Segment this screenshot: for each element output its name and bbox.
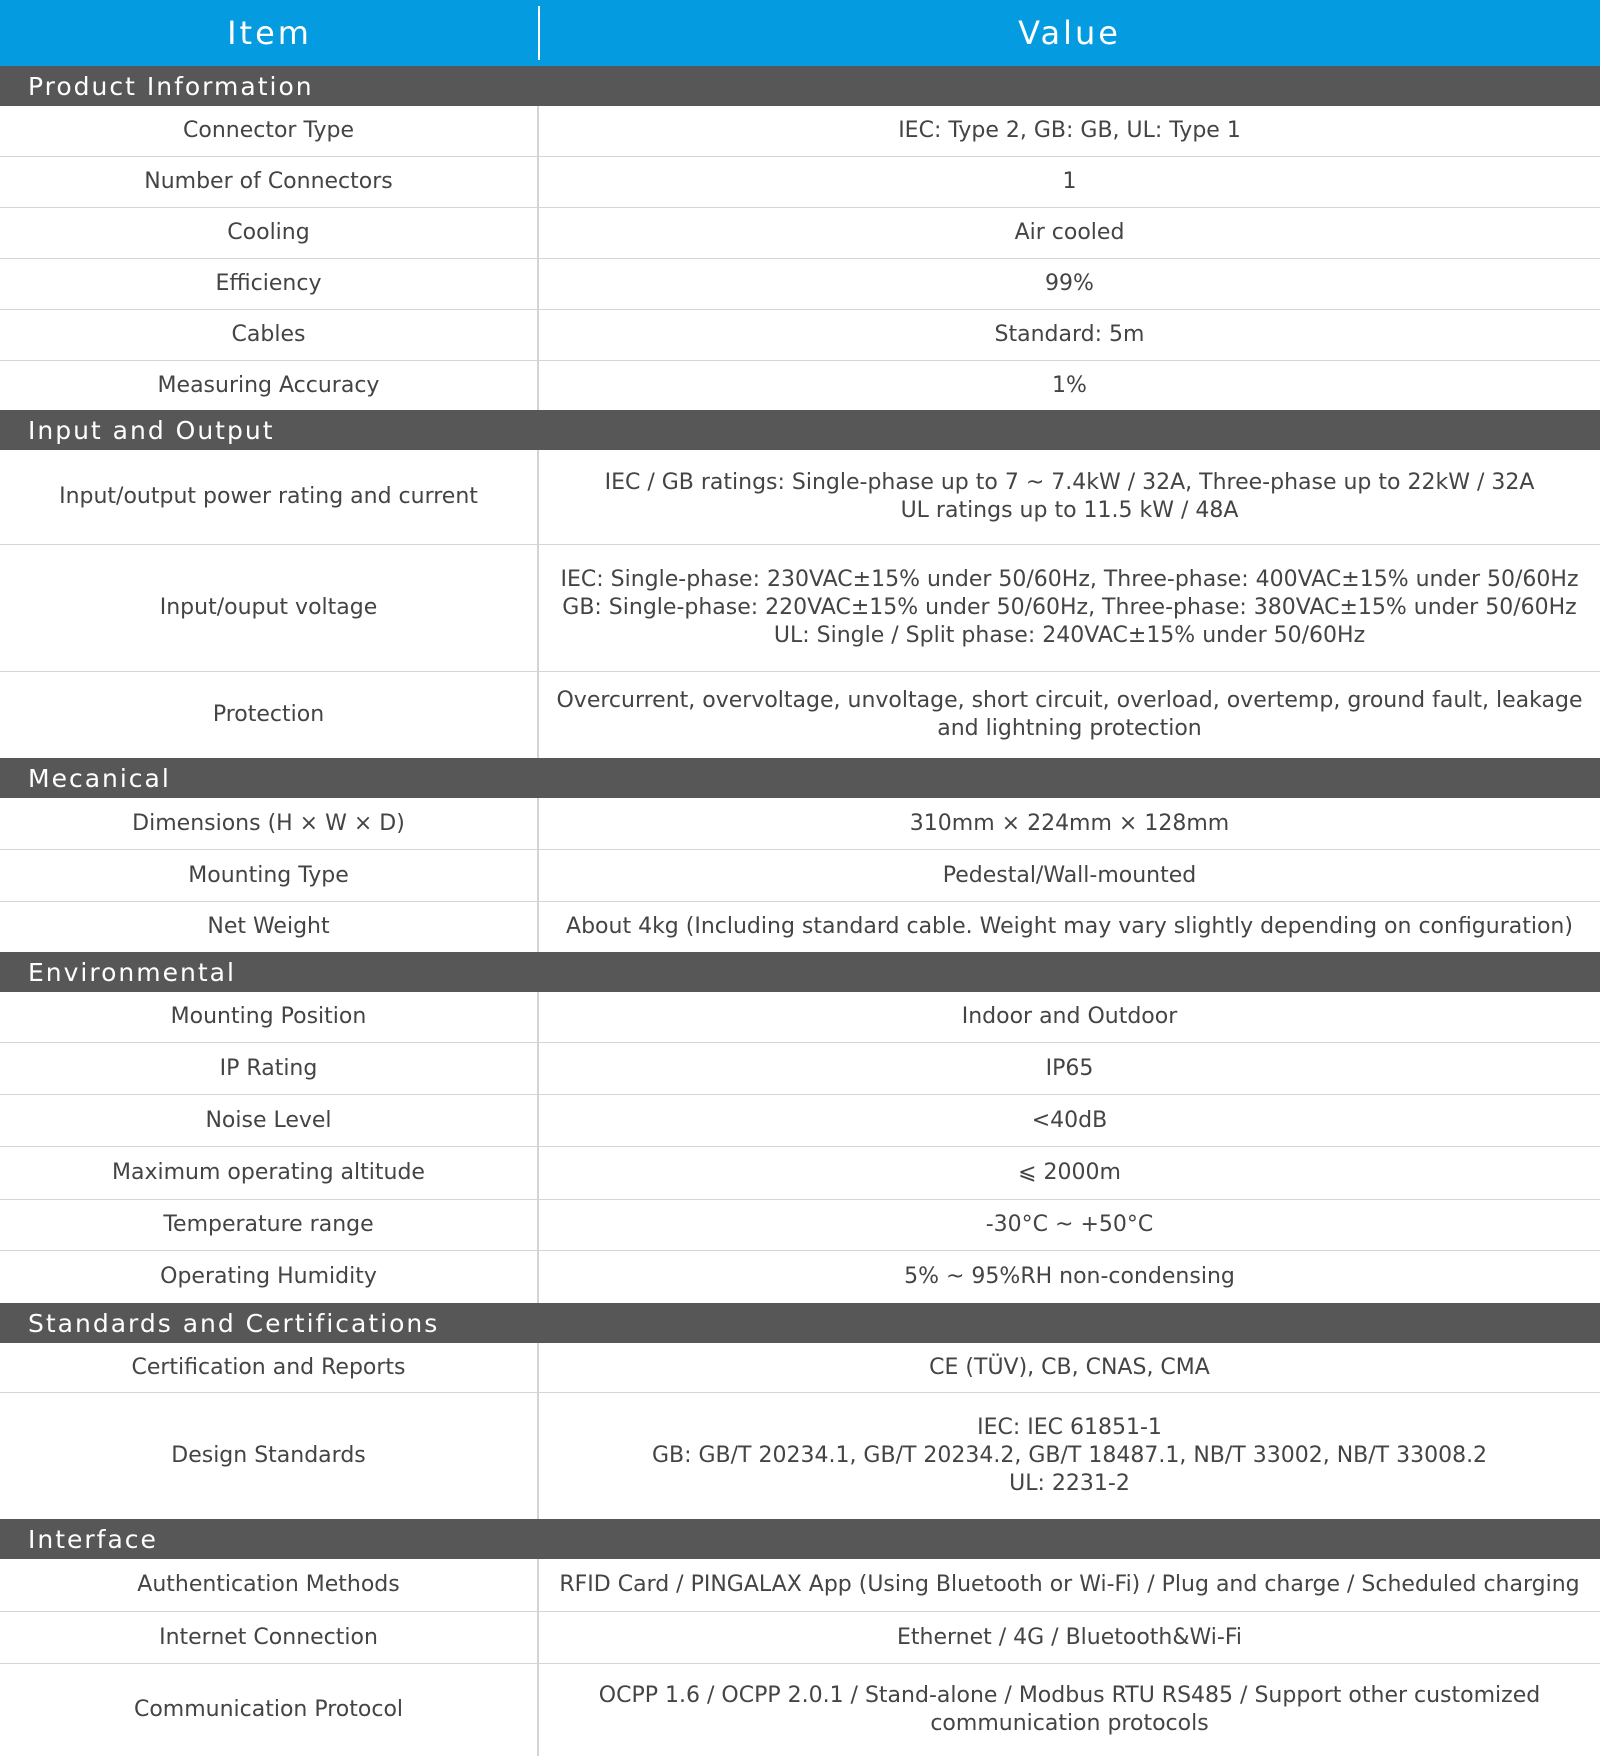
table-row <box>0 1559 1600 1612</box>
table-row <box>0 1147 1600 1200</box>
table-row <box>0 361 1600 410</box>
value-line: IEC: Single-phase: 230VAC±15% under 50/60Hz, Three-phase: 400VAC±15% under 50/60Hz <box>560 567 1579 592</box>
value-line: Overcurrent, overvoltage, unvoltage, short circuit, overload, overtemp, ground fault, leakage <box>556 688 1583 713</box>
value-line: Standard: 5m <box>994 322 1145 347</box>
value-line: and lightning protection <box>937 716 1202 741</box>
item-cell: Maximum operating altitude <box>0 1147 539 1199</box>
item-cell: Number of Connectors <box>0 157 539 207</box>
value-line: CE (TÜV), CB, CNAS, CMA <box>929 1354 1210 1380</box>
item-cell: Net Weight <box>0 902 539 952</box>
item-cell: Protection <box>0 672 539 758</box>
table-row <box>0 1664 1600 1756</box>
value-cell <box>539 1393 1600 1519</box>
value-line: 5% ~ 95%RH non-condensing <box>904 1264 1235 1289</box>
item-cell: Authentication Methods <box>0 1559 539 1611</box>
item-cell: Efficiency <box>0 259 539 309</box>
value-cell <box>539 992 1600 1042</box>
value-line: IP65 <box>1045 1055 1094 1081</box>
header-divider <box>538 6 540 60</box>
value-cell <box>539 106 1600 156</box>
value-cell <box>539 450 1600 544</box>
table-row <box>0 310 1600 361</box>
value-cell <box>539 798 1600 849</box>
table-row <box>0 545 1600 672</box>
value-line: 1% <box>1052 372 1087 398</box>
value-line: Ethernet / 4G / Bluetooth&Wi-Fi <box>896 1624 1243 1650</box>
item-cell: Noise Level <box>0 1095 539 1146</box>
section-header: Interface <box>0 1519 1600 1559</box>
table-row <box>0 1043 1600 1095</box>
value-cell <box>539 1095 1600 1146</box>
item-cell: Cables <box>0 310 539 360</box>
value-line: ⩽ 2000m <box>1018 1160 1121 1185</box>
table-row <box>0 1251 1600 1303</box>
value-line: Air cooled <box>1014 220 1125 245</box>
table-row <box>0 157 1600 208</box>
value-line: 99% <box>1045 271 1094 296</box>
section-header: Input and Output <box>0 410 1600 450</box>
item-cell: Mounting Type <box>0 850 539 901</box>
value-cell <box>539 850 1600 901</box>
table-row <box>0 106 1600 157</box>
item-cell: Cooling <box>0 208 539 258</box>
value-line: IEC: Type 2, GB: GB, UL: Type 1 <box>898 118 1241 143</box>
table-row <box>0 672 1600 758</box>
table-row <box>0 1095 1600 1147</box>
value-cell <box>539 361 1600 410</box>
table-row <box>0 450 1600 545</box>
item-cell: Internet Connection <box>0 1612 539 1663</box>
value-line: RFID Card / PINGALAX App (Using Bluetooth or Wi-Fi) / Plug and charge / Scheduled charging <box>559 1572 1580 1597</box>
value-line: IEC / GB ratings: Single-phase up to 7 ~ 7.4kW / 32A, Three-phase up to 22kW / 32A <box>604 470 1535 495</box>
value-line: UL: Single / Split phase: 240VAC±15% under 50/60Hz <box>773 623 1366 648</box>
value-line: UL: 2231-2 <box>1009 1471 1130 1496</box>
value-line: -30°C ~ +50°C <box>985 1212 1154 1237</box>
value-line: communication protocols <box>930 1711 1209 1736</box>
item-cell: Connector Type <box>0 106 539 156</box>
table-row <box>0 1343 1600 1393</box>
value-cell <box>539 310 1600 360</box>
item-cell: Communication Protocol <box>0 1664 539 1756</box>
item-cell: Certification and Reports <box>0 1343 539 1392</box>
value-cell <box>539 1200 1600 1250</box>
table-row <box>0 259 1600 310</box>
value-cell <box>539 672 1600 758</box>
table-body <box>0 66 1600 1756</box>
table-row <box>0 992 1600 1043</box>
section-header: Standards and Certifications <box>0 1303 1600 1343</box>
table-row <box>0 1393 1600 1519</box>
value-line: About 4kg (Including standard cable. Weight may vary slightly depending on configuration) <box>566 914 1573 939</box>
value-cell <box>539 1251 1600 1303</box>
table-row <box>0 208 1600 259</box>
value-line: UL ratings up to 11.5 kW / 48A <box>900 498 1239 523</box>
value-line: 1 <box>1062 169 1077 194</box>
item-cell: Input/output power rating and current <box>0 450 539 544</box>
item-cell: Dimensions (H × W × D) <box>0 798 539 849</box>
item-cell: Input/ouput voltage <box>0 545 539 671</box>
section-header: Mecanical <box>0 758 1600 798</box>
item-cell: Design Standards <box>0 1393 539 1519</box>
item-cell: Mounting Position <box>0 992 539 1042</box>
section-header: Product Information <box>0 66 1600 106</box>
item-cell: Measuring Accuracy <box>0 361 539 410</box>
value-line: 310mm × 224mm × 128mm <box>909 810 1230 836</box>
value-cell <box>539 1343 1600 1392</box>
value-line: GB: GB/T 20234.1, GB/T 20234.2, GB/T 18487.1, NB/T 33002, NB/T 33008.2 <box>651 1443 1488 1468</box>
item-cell: IP Rating <box>0 1043 539 1094</box>
value-cell <box>539 259 1600 309</box>
value-line: IEC: IEC 61851-1 <box>977 1415 1162 1440</box>
value-cell <box>539 1612 1600 1663</box>
value-cell <box>539 1664 1600 1756</box>
value-line: GB: Single-phase: 220VAC±15% under 50/60Hz, Three-phase: 380VAC±15% under 50/60Hz <box>562 595 1577 620</box>
value-line: OCPP 1.6 / OCPP 2.0.1 / Stand-alone / Modbus RTU RS485 / Support other customized <box>598 1683 1541 1708</box>
table-row <box>0 850 1600 902</box>
table-header <box>0 0 1600 66</box>
section-header: Environmental <box>0 952 1600 992</box>
value-cell <box>539 208 1600 258</box>
value-cell <box>539 545 1600 671</box>
value-cell <box>539 1147 1600 1199</box>
value-cell <box>539 1559 1600 1611</box>
table-row <box>0 1200 1600 1251</box>
header-value: Value <box>1018 14 1121 52</box>
value-cell <box>539 1043 1600 1094</box>
value-cell <box>539 157 1600 207</box>
value-line: Pedestal/Wall-mounted <box>942 862 1197 888</box>
value-line: Indoor and Outdoor <box>961 1004 1178 1029</box>
item-cell: Temperature range <box>0 1200 539 1250</box>
header-item: Item <box>227 14 312 52</box>
item-cell: Operating Humidity <box>0 1251 539 1303</box>
table-row <box>0 1612 1600 1664</box>
value-cell <box>539 902 1600 952</box>
value-line: <40dB <box>1031 1107 1108 1133</box>
table-row <box>0 798 1600 850</box>
table-row <box>0 902 1600 952</box>
